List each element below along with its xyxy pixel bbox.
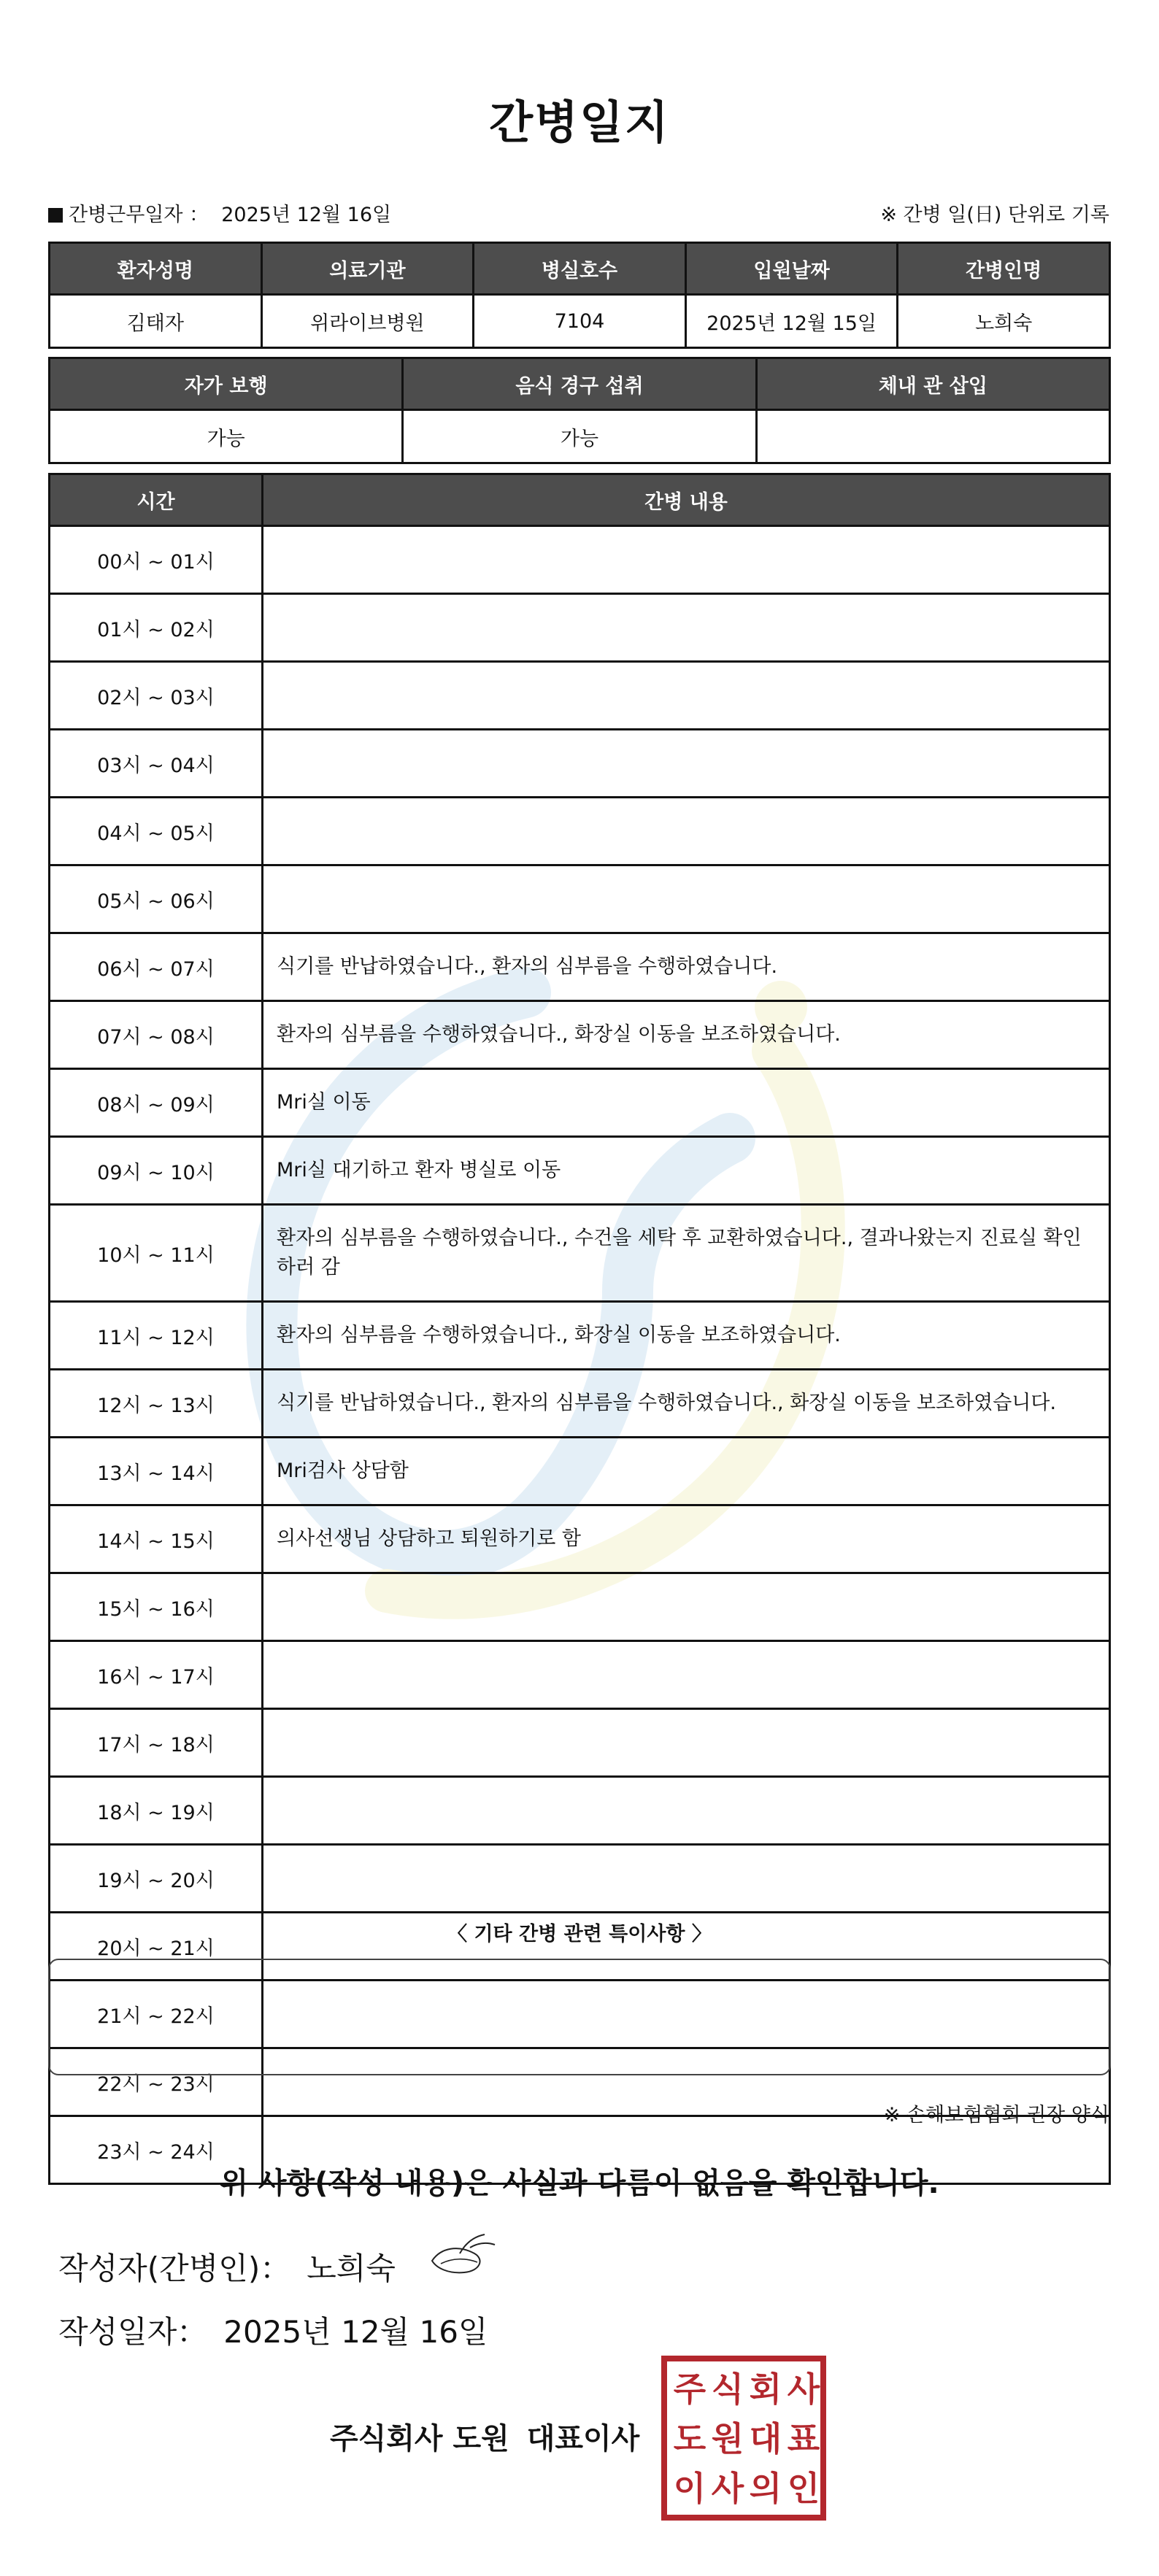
care-content-cell: 환자의 심부름을 수행하였습니다., 수건을 세탁 후 교환하였습니다., 결과나왔는지 진료실 확인하러 감 <box>263 1205 1110 1302</box>
care-content-cell: 식기를 반납하였습니다., 환자의 심부름을 수행하였습니다. <box>263 933 1110 1001</box>
header-caregiver-name: 간병인명 <box>898 243 1110 295</box>
table-row <box>50 295 1110 348</box>
table-row <box>50 1777 1110 1845</box>
care-content-cell: Mri검사 상담함 <box>263 1438 1110 1505</box>
time-cell: 09시 ~ 10시 <box>50 1137 263 1205</box>
time-cell: 13시 ~ 14시 <box>50 1438 263 1505</box>
time-cell: 08시 ~ 09시 <box>50 1069 263 1137</box>
table-row <box>50 1302 1110 1370</box>
oral-intake-cell: 가능 <box>403 410 756 463</box>
header-hospital: 의료기관 <box>261 243 474 295</box>
table-row <box>50 1069 1110 1137</box>
header-tube-insertion: 체내 관 삽입 <box>756 358 1109 410</box>
time-cell: 17시 ~ 18시 <box>50 1709 263 1777</box>
seal-glyph: 주 <box>673 2369 706 2409</box>
table-row <box>50 1709 1110 1777</box>
care-content-cell <box>263 1777 1110 1845</box>
care-content-cell: 환자의 심부름을 수행하였습니다., 화장실 이동을 보조하였습니다. <box>263 1001 1110 1069</box>
table-row <box>50 1438 1110 1505</box>
seal-glyph: 도 <box>673 2419 706 2459</box>
table-row <box>50 410 1110 463</box>
table-row <box>50 730 1110 798</box>
table-row <box>50 662 1110 730</box>
time-cell: 10시 ~ 11시 <box>50 1205 263 1302</box>
time-cell: 03시 ~ 04시 <box>50 730 263 798</box>
table-row <box>50 1573 1110 1641</box>
time-cell: 02시 ~ 03시 <box>50 662 263 730</box>
written-date-label: 작성일자： <box>58 2314 208 2350</box>
company-title: 대표이사 <box>526 2422 640 2456</box>
time-cell: 15시 ~ 16시 <box>50 1573 263 1641</box>
care-content-cell <box>263 865 1110 933</box>
time-cell: 12시 ~ 13시 <box>50 1370 263 1438</box>
time-cell: 00시 ~ 01시 <box>50 526 263 594</box>
seal-glyph: 인 <box>787 2469 820 2508</box>
writer-name: 노희숙 <box>307 2251 396 2286</box>
seal-glyph: 사 <box>711 2469 744 2508</box>
table-row <box>50 798 1110 865</box>
patient-name-cell: 김태자 <box>50 295 262 348</box>
time-cell: 07시 ~ 08시 <box>50 1001 263 1069</box>
care-content-cell <box>263 1641 1110 1709</box>
table-row <box>50 1205 1110 1302</box>
care-content-cell: 의사선생님 상담하고 퇴원하기로 함 <box>263 1505 1110 1573</box>
time-cell: 14시 ~ 15시 <box>50 1505 263 1573</box>
care-content-cell <box>263 526 1110 594</box>
care-content-cell: 환자의 심부름을 수행하였습니다., 화장실 이동을 보조하였습니다. <box>263 1302 1110 1370</box>
header-self-walking: 자가 보행 <box>50 358 403 410</box>
care-content-cell <box>263 662 1110 730</box>
care-content-cell <box>263 1709 1110 1777</box>
time-cell: 23시 ~ 24시 <box>50 2116 263 2184</box>
seal-glyph: 식 <box>711 2369 744 2409</box>
written-date-value: 2025년 12월 16일 <box>223 2314 488 2350</box>
care-content-cell <box>263 798 1110 865</box>
signature-mark <box>426 2232 499 2278</box>
care-content-cell: Mri실 대기하고 환자 병실로 이동 <box>263 1137 1110 1205</box>
time-cell: 05시 ~ 06시 <box>50 865 263 933</box>
care-content-cell <box>263 1573 1110 1641</box>
work-date-value: 2025년 12월 16일 <box>221 204 392 226</box>
company-seal <box>661 2356 826 2521</box>
care-content-cell <box>263 730 1110 798</box>
document-title: 간병일지 <box>489 96 670 149</box>
time-cell: 16시 ~ 17시 <box>50 1641 263 1709</box>
table-row <box>50 1137 1110 1205</box>
table-row <box>50 1845 1110 1913</box>
header-patient-name: 환자성명 <box>50 243 262 295</box>
company-name: 주식회사 도원 <box>330 2422 509 2456</box>
seal-glyph: 이 <box>673 2469 706 2508</box>
written-date-line <box>58 2308 488 2352</box>
patient-info-table <box>48 242 1111 349</box>
table-row <box>50 594 1110 662</box>
work-date-line <box>48 198 391 227</box>
table-row <box>50 865 1110 933</box>
seal-glyph: 원 <box>711 2419 744 2459</box>
room-number-cell: 7104 <box>474 295 686 348</box>
seal-glyph: 의 <box>749 2469 782 2508</box>
care-content-cell <box>263 594 1110 662</box>
seal-glyph: 사 <box>787 2369 820 2409</box>
time-cell: 04시 ~ 05시 <box>50 798 263 865</box>
time-cell: 22시 ~ 23시 <box>50 2048 263 2116</box>
writer-line <box>58 2245 396 2288</box>
patient-status-table <box>48 357 1111 464</box>
care-content-cell: Mri실 이동 <box>263 1069 1110 1137</box>
table-row <box>50 1001 1110 1069</box>
care-content-cell: 식기를 반납하였습니다., 환자의 심부름을 수행하였습니다., 화장실 이동을 보조하였습니다. <box>263 1370 1110 1438</box>
table-row <box>50 933 1110 1001</box>
caregiver-name-cell: 노희숙 <box>898 295 1110 348</box>
self-walking-cell: 가능 <box>50 410 403 463</box>
header-admission-date: 입원날짜 <box>685 243 898 295</box>
form-footnote: ※ 손해보험협회 권장 양식 <box>883 2104 1109 2126</box>
table-header-row <box>50 358 1110 410</box>
square-bullet-icon <box>48 208 63 223</box>
hospital-cell: 위라이브병원 <box>261 295 474 348</box>
table-row <box>50 1370 1110 1438</box>
company-signature-line <box>330 2415 639 2457</box>
table-row <box>50 1641 1110 1709</box>
time-cell: 19시 ~ 20시 <box>50 1845 263 1913</box>
header-care-content: 간병 내용 <box>263 474 1110 526</box>
table-row <box>50 526 1110 594</box>
time-cell: 01시 ~ 02시 <box>50 594 263 662</box>
header-oral-intake: 음식 경구 섭취 <box>403 358 756 410</box>
time-cell: 11시 ~ 12시 <box>50 1302 263 1370</box>
time-cell: 06시 ~ 07시 <box>50 933 263 1001</box>
record-unit-note: ※ 간병 일(日) 단위로 기록 <box>880 204 1109 226</box>
seal-glyph: 표 <box>787 2419 820 2459</box>
table-header-row <box>50 243 1110 295</box>
time-cell: 21시 ~ 22시 <box>50 1981 263 2048</box>
seal-glyph: 회 <box>749 2369 782 2409</box>
table-header-row <box>50 474 1110 526</box>
time-cell: 20시 ~ 21시 <box>50 1913 263 1981</box>
notes-heading: 〈 기타 간병 관련 특이사항 〉 <box>447 1923 712 1946</box>
confirmation-statement: 위 사항(작성 내용)은 사실과 다름이 없음을 확인합니다. <box>220 2167 939 2200</box>
admission-date-cell: 2025년 12월 15일 <box>685 295 898 348</box>
seal-glyph: 대 <box>749 2419 782 2459</box>
notes-box <box>48 1959 1111 2075</box>
writer-label: 작성자(간병인)： <box>58 2251 291 2286</box>
time-cell: 18시 ~ 19시 <box>50 1777 263 1845</box>
work-date-label: 간병근무일자 ： <box>69 204 209 226</box>
tube-insertion-cell <box>756 410 1109 463</box>
care-content-cell <box>263 1845 1110 1913</box>
header-time: 시간 <box>50 474 263 526</box>
header-room-number: 병실호수 <box>474 243 686 295</box>
table-row <box>50 1505 1110 1573</box>
